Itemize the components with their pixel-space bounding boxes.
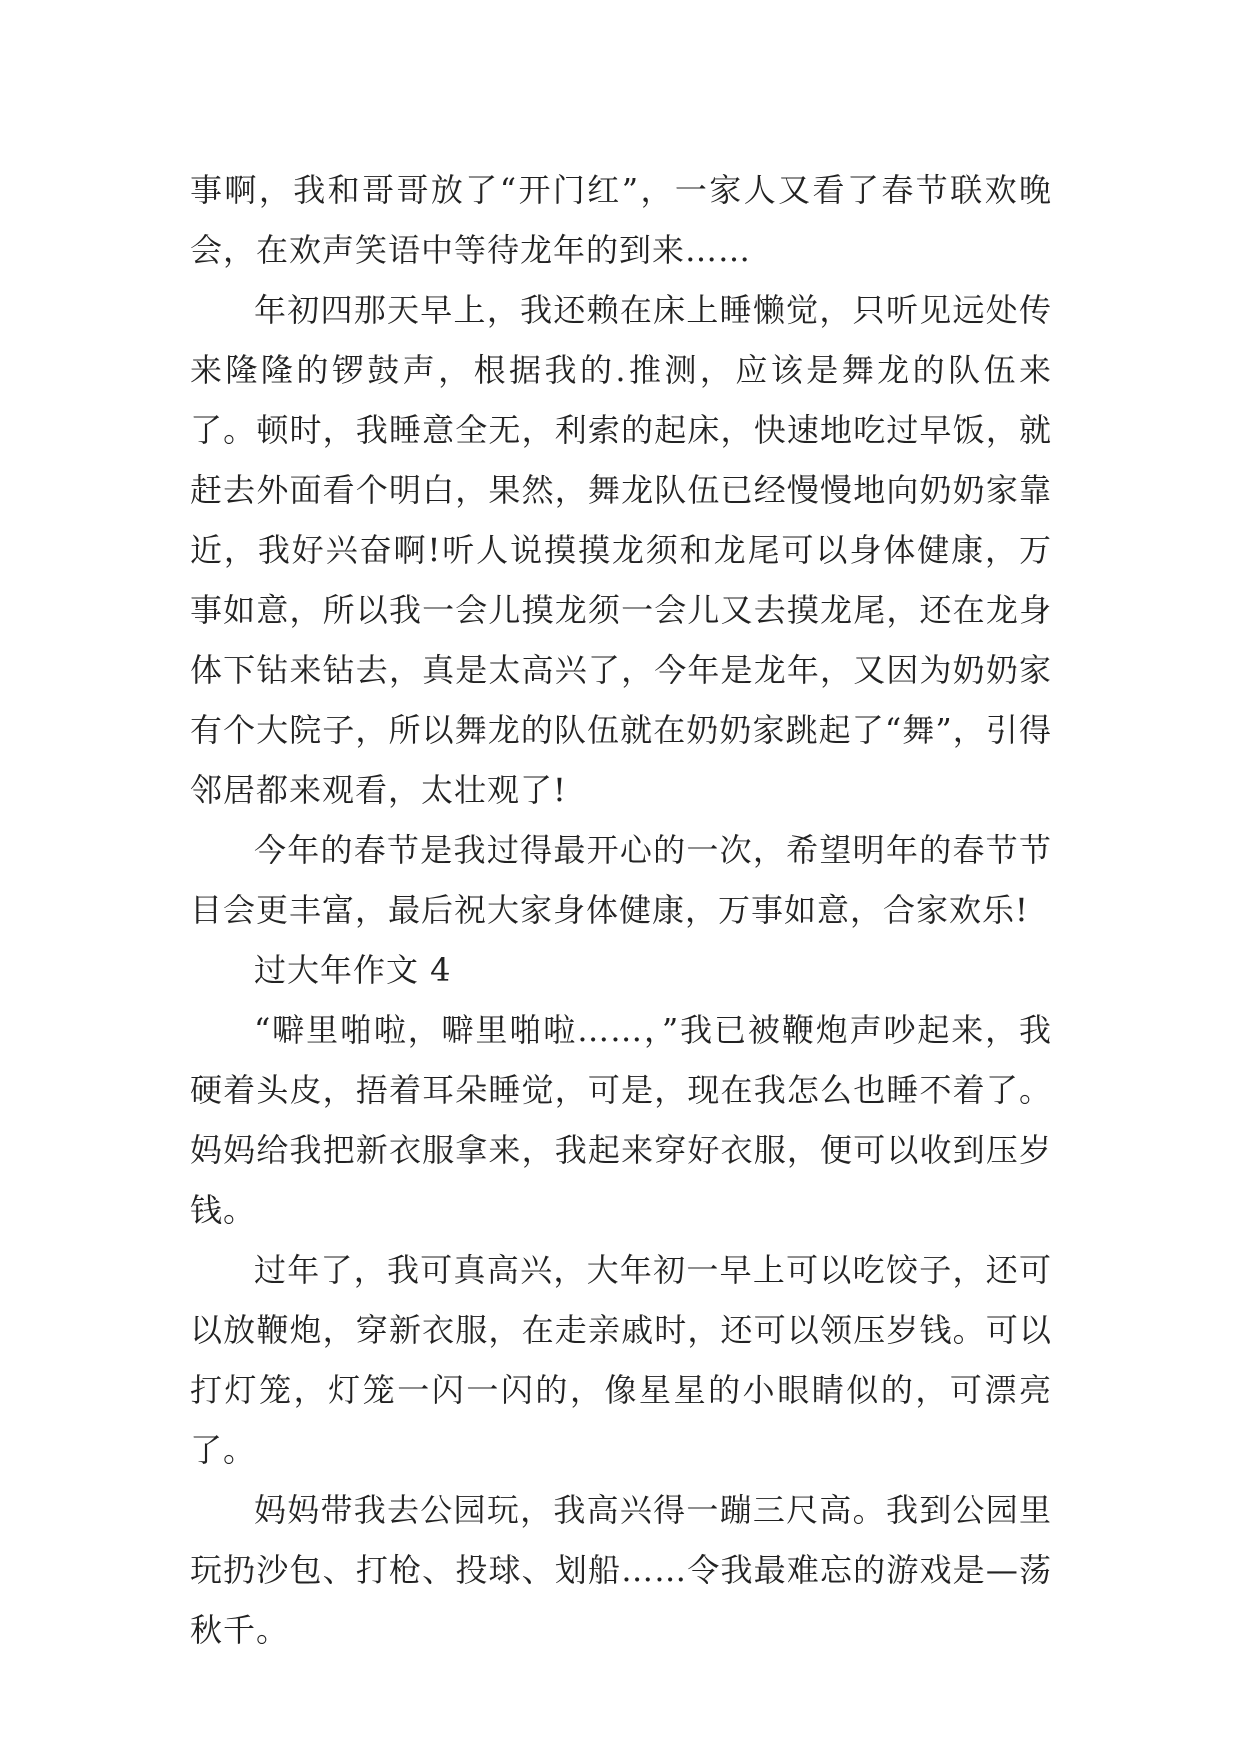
paragraph: “噼里啪啦，噼里啪啦……，”我已被鞭炮声吵起来，我硬着头皮，捂着耳朵睡觉，可是，现在我怎么也睡不着了。妈妈给我把新衣服拿来，我起来穿好衣服，便可以收到压岁钱。 (190, 1011, 1052, 1229)
paragraph: 过年了，我可真高兴，大年初一早上可以吃饺子，还可以放鞭炮，穿新衣服，在走亲戚时，还可以领压岁钱。可以打灯笼，灯笼一闪一闪的，像星星的小眼睛似的，可漂亮了。 (190, 1251, 1052, 1469)
essay-title: 过大年作文 4 (254, 951, 452, 989)
paragraph: 年初四那天早上，我还赖在床上睡懒觉，只听见远处传来隆隆的锣鼓声，根据我的.推测，应该是舞龙的队伍来了。顿时，我睡意全无，利索的起床，快速地吃过早饭，就赶去外面看个明白，果然，舞龙队伍已经慢慢地向奶奶家靠近，我好兴奋啊!听人说摸摸龙须和龙尾可以身体健康，万事如意，所以我一会儿摸龙须一会儿又去摸龙尾，还在龙身体下钻来钻去，真是太高兴了，今年是龙年，又因为奶奶家有个大院子，所以舞龙的队伍就在奶奶家跳起了“舞”，引得邻居都来观看，太壮观了! (190, 291, 1052, 809)
paragraph: 妈妈带我去公园玩，我高兴得一蹦三尺高。我到公园里玩扔沙包、打枪、投球、划船……令我最难忘的游戏是—荡秋千。 (190, 1491, 1052, 1649)
paragraph: 今年的春节是我过得最开心的一次，希望明年的春节节目会更丰富，最后祝大家身体健康，万事如意，合家欢乐! (190, 831, 1052, 929)
paragraph-continued: 事啊，我和哥哥放了“开门红”，一家人又看了春节联欢晚会，在欢声笑语中等待龙年的到来…… (190, 171, 1052, 269)
document-body (190, 160, 1052, 1660)
